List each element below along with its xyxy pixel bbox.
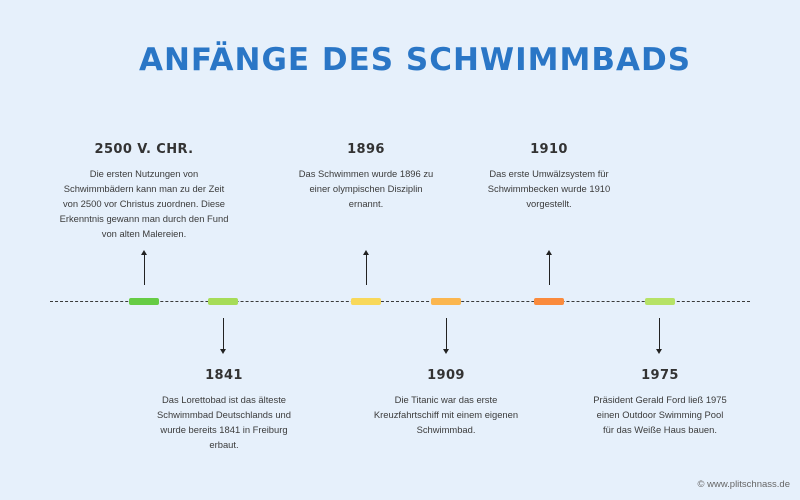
event-year: 1975	[641, 368, 679, 383]
timeline-marker-1841	[208, 298, 238, 305]
event-1910	[476, 142, 622, 211]
arrow-down-icon	[659, 318, 660, 351]
timeline-marker-1910	[534, 298, 564, 305]
arrow-up-icon	[549, 253, 550, 285]
event-1841	[148, 368, 300, 452]
timeline-marker-1909	[431, 298, 461, 305]
event-1909	[373, 368, 519, 437]
event-1975	[590, 368, 730, 437]
event-description: Das Schwimmen wurde 1896 zu einer olympischen Disziplin ernannt.	[298, 168, 434, 209]
arrow-up-icon	[366, 253, 367, 285]
copyright-credit: © www.plitschnass.de	[697, 479, 790, 490]
arrow-down-icon	[446, 318, 447, 351]
page-title: ANFÄNGE DES SCHWIMMBADS	[138, 42, 692, 78]
arrow-up-icon	[144, 253, 145, 285]
event-description: Präsident Gerald Ford ließ 1975 einen Outdoor Swimming Pool für das Weiße Haus bauen.	[593, 394, 727, 435]
arrow-down-icon	[223, 318, 224, 351]
event-description: Das Lorettobad ist das älteste Schwimmbad Deutschlands und wurde bereits 1841 in Freiburg erbaut.	[157, 394, 291, 450]
event-year: 1841	[205, 368, 243, 383]
event-description: Das erste Umwälzsystem für Schwimmbecken wurde 1910 vorgestellt.	[487, 168, 611, 209]
event-1896	[292, 142, 440, 211]
event-description: Die ersten Nutzungen von Schwimmbädern kann man zu der Zeit von 2500 vor Christus zuordnen. Diese Erkenntnis gewann man durch den Fund von alten Malereien.	[59, 168, 229, 239]
timeline-marker-1896	[351, 298, 381, 305]
event-year: 1896	[347, 142, 385, 157]
timeline-marker-2500bc	[129, 298, 159, 305]
event-year: 1910	[530, 142, 568, 157]
event-2500bc	[58, 142, 230, 241]
timeline-marker-1975	[645, 298, 675, 305]
event-year: 1909	[427, 368, 465, 383]
event-year: 2500 V. CHR.	[94, 142, 194, 157]
event-description: Die Titanic war das erste Kreuzfahrtschiff mit einem eigenen Schwimmbad.	[373, 394, 519, 435]
